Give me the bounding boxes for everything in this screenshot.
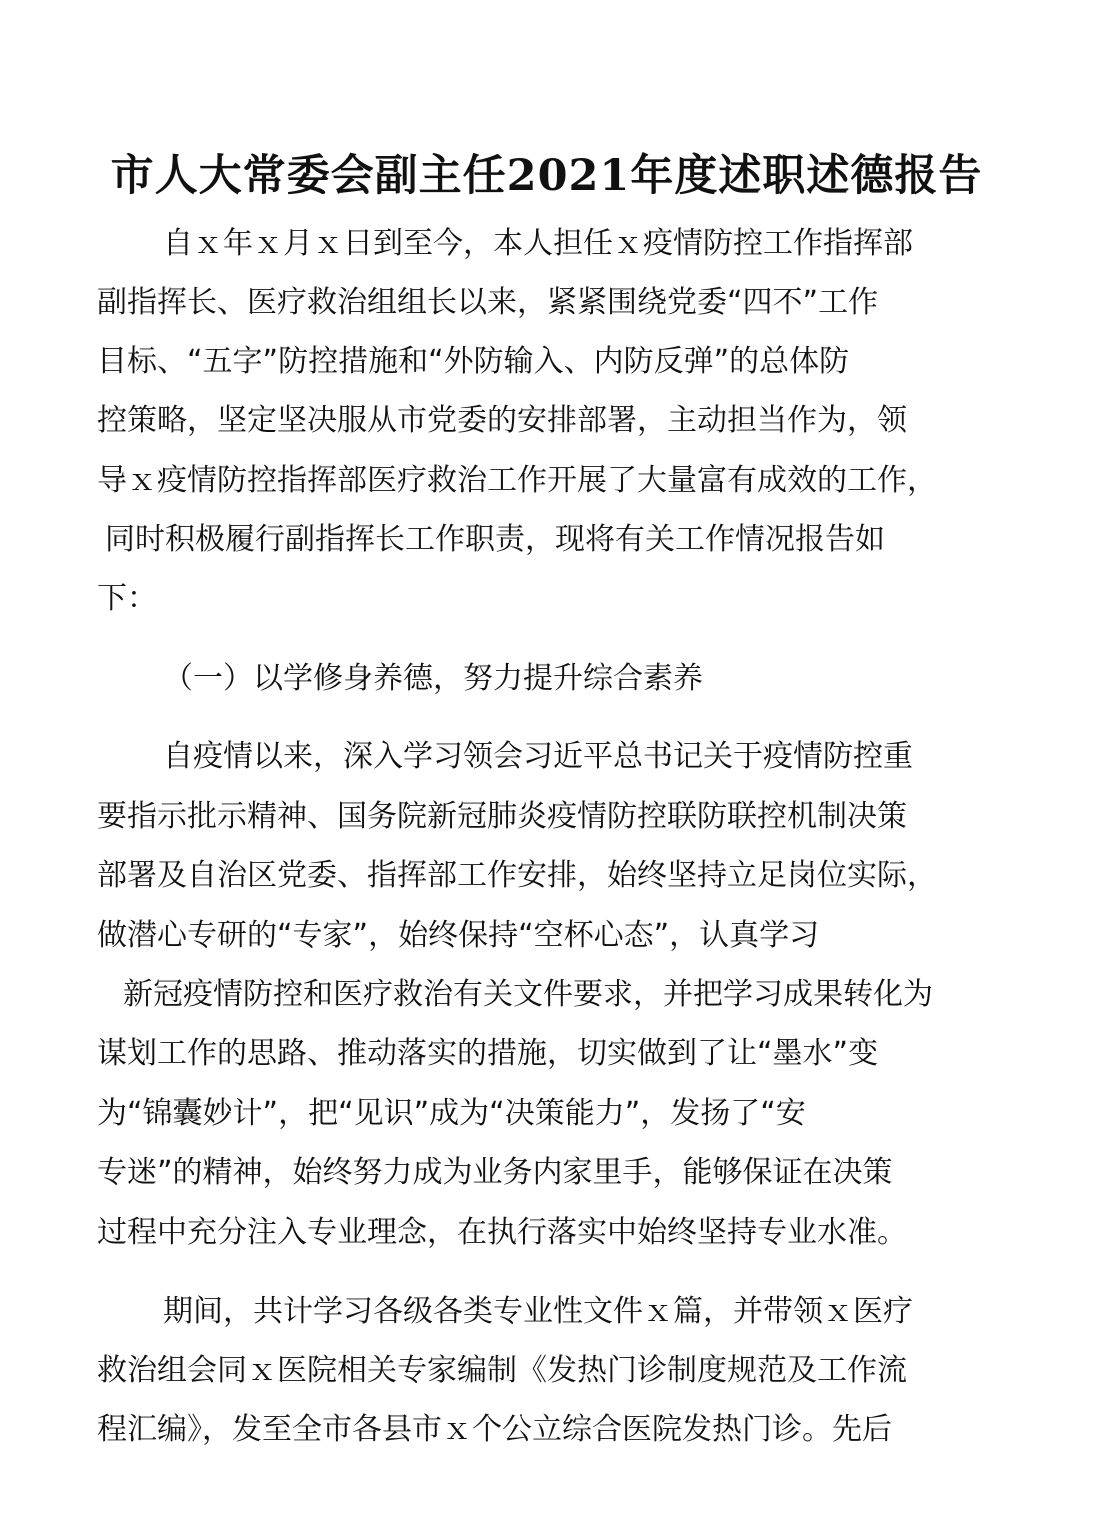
paragraph-line: 过程中充分注入专业理念，在执行落实中始终坚持专业水准。 (97, 1215, 907, 1250)
paragraph-line: 做潜心专研的“专家”，始终保持“空杯心态”，认真学习 (97, 918, 820, 953)
paragraph-line: 自ｘ年ｘ月ｘ日到至今，本人担任ｘ疫情防控工作指挥部 (163, 226, 913, 261)
paragraph-line: 为“锦囊妙计”，把“见识”成为“决策能力”，发扬了“安 (97, 1096, 806, 1131)
paragraph-line: 下： (97, 581, 157, 616)
paragraph-line: 要指示批示精神、国务院新冠肺炎疫情防控联防联控机制决策 (97, 799, 907, 834)
paragraph-line: 目标、“五字”防控措施和“外防输入、内防反弹”的总体防 (97, 344, 850, 379)
paragraph-line: 期间，共计学习各级各类专业性文件ｘ篇，并带领ｘ医疗 (163, 1294, 913, 1329)
paragraph-line: 程汇编》，发至全市各县市ｘ个公立综合医院发热门诊。先后 (97, 1412, 892, 1447)
paragraph-line: 副指挥长、医疗救治组组长以来，紧紧围绕党委“四不”工作 (97, 285, 879, 320)
document-title: 市人大常委会副主任2021年度述职述德报告 (110, 151, 983, 201)
paragraph-line: 同时积极履行副指挥长工作职责，现将有关工作情况报告如 (105, 522, 885, 557)
paragraph-line: 自疫情以来，深入学习领会习近平总书记关于疫情防控重 (163, 739, 913, 774)
paragraph-line: 导ｘ疫情防控指挥部医疗救治工作开展了大量富有成效的工作， (97, 463, 937, 498)
paragraph-line: 新冠疫情防控和医疗救治有关文件要求，并把学习成果转化为 (123, 977, 933, 1012)
paragraph-line: 专迷”的精神，始终努力成为业务内家里手，能够保证在决策 (97, 1155, 893, 1190)
section-heading: （一）以学修身养德，努力提升综合素养 (163, 661, 703, 696)
paragraph-line: 谋划工作的思路、推动落实的措施，切实做到了让“墨水”变 (97, 1036, 879, 1071)
paragraph-line: 控策略，坚定坚决服从市党委的安排部署，主动担当作为，领 (97, 403, 907, 438)
paragraph-line: 部署及自治区党委、指挥部工作安排，始终坚持立足岗位实际， (97, 858, 937, 893)
paragraph-line: 救治组会同ｘ医院相关专家编制《发热门诊制度规范及工作流 (97, 1353, 907, 1388)
